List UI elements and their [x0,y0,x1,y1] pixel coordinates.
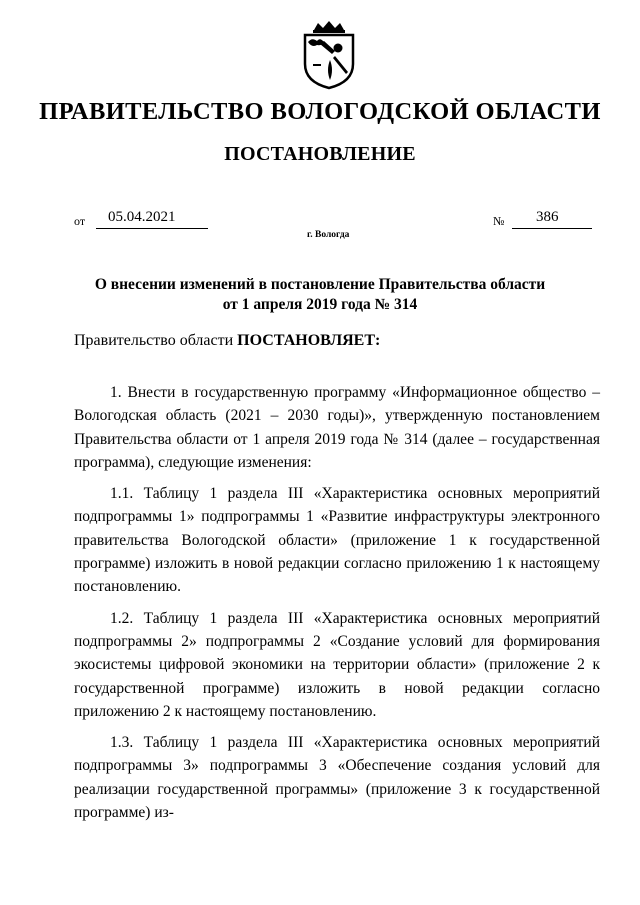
document-body [74,381,600,832]
subject-line-2: от 1 апреля 2019 года № 314 [222,296,418,313]
date-label: от [74,214,86,228]
organization-title: ПРАВИТЕЛЬСТВО ВОЛОГОДСКОЙ ОБЛАСТИ [39,98,601,125]
paragraph-1-3: 1.3. Таблицу 1 раздела III «Характеристика основных мероприятий подпрограммы 3» подпрограммы 3 «Обеспечение создания условий для реализации государственной программы» (приложение 3 к государственной программе) из- [74,734,600,822]
coat-of-arms-icon [300,20,358,90]
paragraph-1-1: 1.1. Таблицу 1 раздела III «Характеристика основных мероприятий подпрограммы 1» подпрограммы 1 «Развитие инфраструктуры электронного правительства Вологодской области» (приложение 1 к государственной программе) изложить в новой редакции согласно приложению 1 к настоящему постановлению. [74,485,600,596]
document-type: ПОСТАНОВЛЕНИЕ [224,143,416,165]
document-date: 05.04.2021 [96,209,208,229]
number-label: № [493,214,505,228]
city: г. Вологда [307,230,350,240]
paragraph-1: 1. Внести в государственную программу «Информационное общество – Вологодская область (2021 – 2030 годы)», утвержденную постановлением Правительства области от 1 апреля 2019 года № 314 (далее – государственная программа), следующие изменения: [74,384,600,471]
document-number: 386 [512,209,592,229]
document-subject [90,275,550,315]
paragraph-1-2: 1.2. Таблицу 1 раздела III «Характеристика основных мероприятий подпрограммы 2» подпрограммы 2 «Создание условий для формирования экосистемы цифровой экономики на территории области» (приложение 2 к государственной программе) изложить в новой редакции согласно приложению 2 к настоящему постановлению. [74,609,600,720]
decree-verb: ПОСТАНОВЛЯЕТ: [237,332,381,349]
subject-line-1: О внесении изменений в постановление Правительства области [94,276,546,293]
decree-prefix: Правительство области [74,332,234,349]
decree-statement [74,332,380,350]
